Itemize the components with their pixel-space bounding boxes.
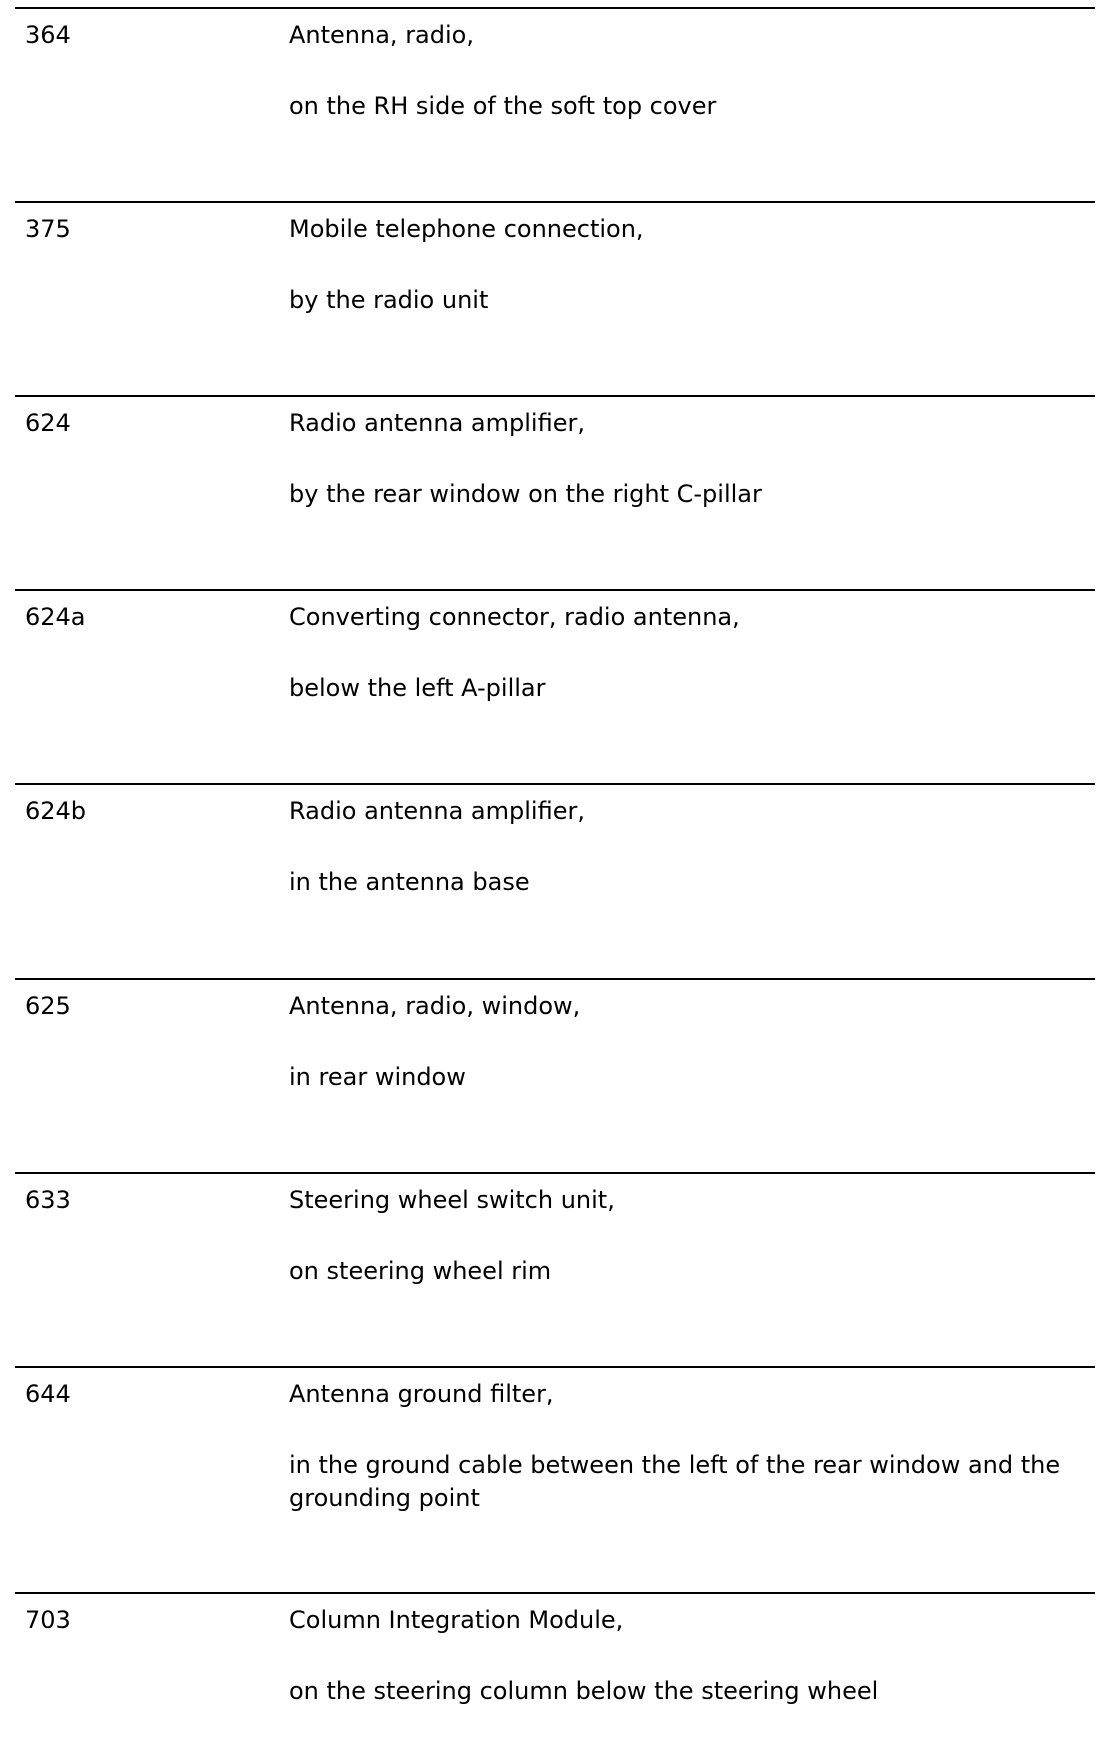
component-title: Mobile telephone connection,: [289, 215, 644, 243]
component-location: by the rear window on the right C-pillar: [289, 480, 762, 508]
component-code: 703: [25, 1606, 71, 1634]
component-location: on the steering column below the steering wheel: [289, 1677, 879, 1705]
table-row: [15, 978, 1095, 1091]
table-row: [15, 783, 1095, 896]
component-location: on steering wheel rim: [289, 1257, 552, 1285]
component-location: below the left A-pillar: [289, 674, 546, 702]
table-row: [15, 1172, 1095, 1285]
component-code: 644: [25, 1380, 71, 1408]
component-location: in rear window: [289, 1063, 466, 1091]
component-title: Steering wheel switch unit,: [289, 1186, 615, 1214]
component-title: Antenna, radio, window,: [289, 992, 581, 1020]
component-title: Column Integration Module,: [289, 1606, 624, 1634]
component-location: in the antenna base: [289, 868, 530, 896]
table-row: [15, 7, 1095, 120]
component-title: Radio antenna amplifier,: [289, 797, 585, 825]
table-row: [15, 395, 1095, 508]
table-row: [15, 1592, 1095, 1705]
component-code: 624: [25, 409, 71, 437]
table-row: [15, 589, 1095, 702]
component-code: 375: [25, 215, 71, 243]
component-code: 364: [25, 21, 71, 49]
component-code: 625: [25, 992, 71, 1020]
component-location: on the RH side of the soft top cover: [289, 92, 717, 120]
component-location: in the ground cable between the left of the rear window and the grounding point: [289, 1451, 1061, 1512]
component-title: Antenna, radio,: [289, 21, 474, 49]
component-code: 624a: [25, 603, 86, 631]
component-title: Radio antenna amplifier,: [289, 409, 585, 437]
table-row: [15, 1366, 1095, 1512]
component-title: Antenna ground filter,: [289, 1380, 554, 1408]
component-location: by the radio unit: [289, 286, 489, 314]
component-code: 624b: [25, 797, 87, 825]
table-row: [15, 201, 1095, 314]
component-title: Converting connector, radio antenna,: [289, 603, 740, 631]
component-code: 633: [25, 1186, 71, 1214]
